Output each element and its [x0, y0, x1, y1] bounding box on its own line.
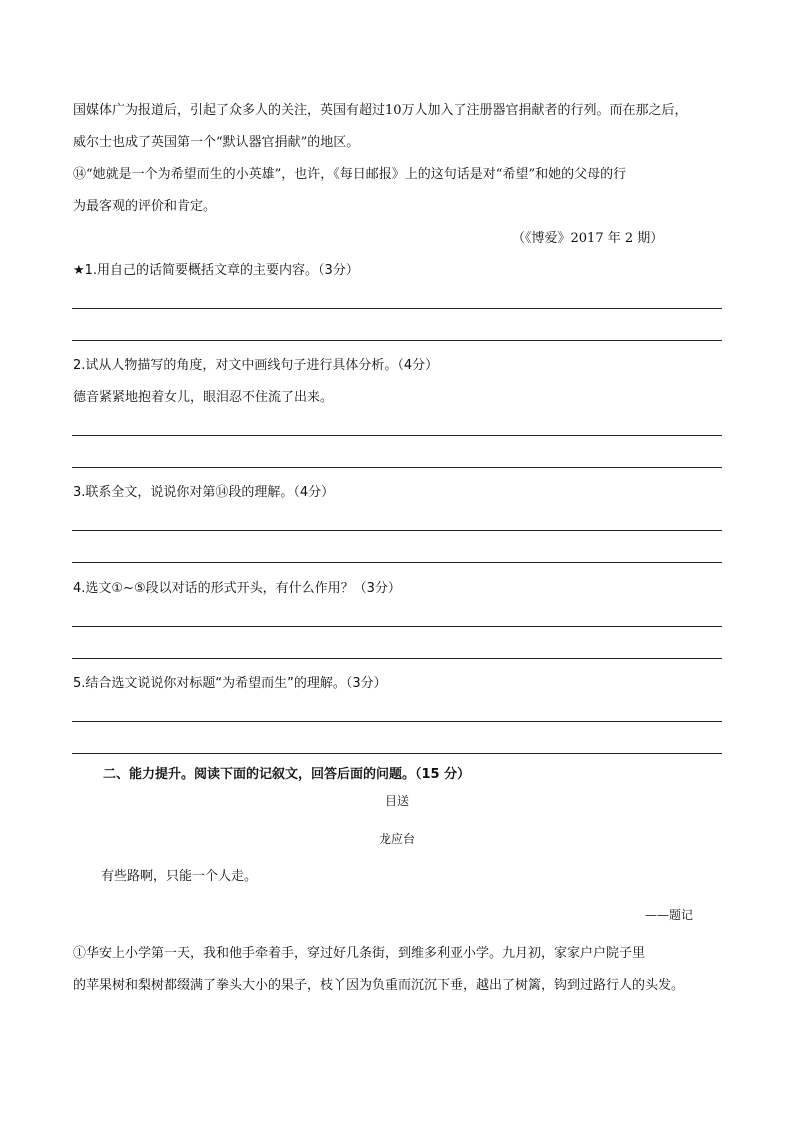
answer-line[interactable]: [72, 626, 722, 627]
question-1: ★1.用自己的话简要概括文章的主要内容。（3分）: [73, 263, 359, 278]
question-2: 2.试从人物描写的角度，对文中画线句子进行具体分析。（4分）: [73, 358, 439, 373]
question-3: 3.联系全文，说说你对第⑭段的理解。（4分）: [73, 485, 335, 500]
epigraph: 有些路啊，只能一个人走。: [101, 869, 258, 884]
answer-line[interactable]: [72, 753, 722, 754]
epigraph-note: ——题记: [645, 908, 694, 922]
answer-line[interactable]: [72, 467, 722, 468]
passage-line: 为最客观的评价和肯定。: [73, 199, 217, 214]
source-citation: （《博爱》2017 年 2 期）: [512, 231, 664, 246]
article-paragraph-1: ①华安上小学第一天，我和他手牵着手，穿过好几条街，到维多利亚小学。九月初，家家户户院子里: [73, 946, 646, 961]
quoted-sentence: 德音紧紧地抱着女儿，眼泪忍不住流了出来。: [73, 390, 334, 405]
answer-line[interactable]: [72, 721, 722, 722]
answer-line[interactable]: [72, 562, 722, 563]
article-title: 目送: [384, 794, 409, 808]
question-5: 5.结合选文说说你对标题“为希望而生”的理解。（3分）: [73, 676, 387, 691]
answer-line[interactable]: [72, 435, 722, 436]
article-author: 龙应台: [378, 832, 415, 846]
answer-line[interactable]: [72, 308, 722, 309]
answer-line[interactable]: [72, 340, 722, 341]
passage-paragraph-14: ⑭“她就是一个为希望而生的小英雄”，也许，《每日邮报》上的这句话是对“希望”和她的父母的行: [73, 167, 627, 182]
article-paragraph-1-cont: 的苹果树和梨树都缀满了拳头大小的果子，枝丫因为负重而沉沉下垂，越出了树篱，钩到过路行人的头发。: [73, 978, 685, 993]
answer-line[interactable]: [72, 658, 722, 659]
passage-line: 国媒体广为报道后，引起了众多人的关注，英国有超过10万人加入了注册器官捐献者的行列。而在那之后，: [73, 103, 688, 118]
section-heading: 二、能力提升。阅读下面的记叙文，回答后面的问题。（15 分）: [103, 767, 471, 782]
question-4: 4.选文①~⑤段以对话的形式开头，有什么作用？（3分）: [73, 581, 401, 596]
passage-line: 威尔士也成了英国第一个“默认器官捐献”的地区。: [73, 135, 360, 150]
answer-line[interactable]: [72, 530, 722, 531]
